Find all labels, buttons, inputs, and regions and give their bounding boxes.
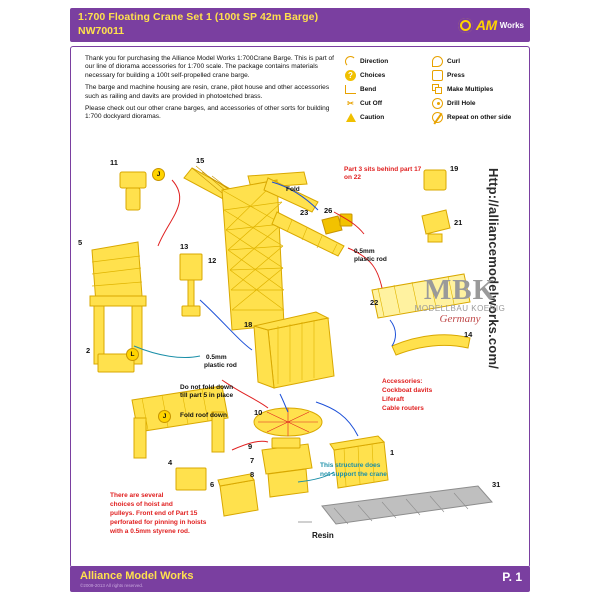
intro-paragraph-3: Please check out our other crane barges, and accessories of other sorts for building 1:700 dockyard dioramas.	[85, 105, 330, 121]
legend-item-bend	[345, 84, 432, 95]
part-number-26: 26	[324, 206, 333, 215]
curl-icon	[432, 56, 443, 67]
legend-label: Cut Off	[360, 99, 383, 107]
part-number-18: 18	[244, 320, 253, 329]
footer-company: Alliance Model Works	[80, 570, 194, 582]
arc-arrow-icon	[345, 56, 356, 67]
question-dot-icon: ?	[345, 70, 356, 81]
callout-part3: Part 3 sits behind part 17 on 22	[344, 166, 422, 181]
legend-item-direction	[345, 56, 432, 67]
part-number-7: 7	[250, 456, 255, 465]
part-number-22: 22	[370, 298, 379, 307]
callout-rod2-line2: plastic rod	[204, 362, 237, 369]
footer-copyright: ©2009-2013 All rights reserved.	[80, 583, 144, 588]
callout-hoist-4: perforated for pinning in hoists	[110, 519, 207, 526]
part-number-8: 8	[250, 470, 255, 479]
assembly-diagram	[72, 150, 526, 562]
legend-label: Curl	[447, 57, 460, 65]
legend-item-drill-hole	[432, 98, 519, 109]
legend-label: Press	[447, 71, 465, 79]
part-number-13: 13	[180, 242, 189, 251]
intro-paragraph-2: The barge and machine housing are resin, crane, pilot house and other accessories such as railing and davits are provided in photoetched brass.	[85, 84, 330, 100]
callout-hoist-3: pulleys. Front end of Part 15	[110, 510, 198, 517]
callout-accessories-2: Liferaft	[382, 396, 405, 403]
legend-item-repeat	[432, 112, 511, 123]
callout-hoist-2: choices of hoist and	[110, 501, 173, 508]
legend-item-make-multiples	[432, 84, 519, 95]
part-number-21: 21	[454, 218, 463, 227]
watermark-url: Http://alliancemodelworks.com/	[486, 168, 501, 370]
badge-l: L	[126, 348, 139, 361]
watermark-brand: MBK	[423, 274, 497, 306]
part-number-6: 6	[210, 480, 215, 489]
part-number-4: 4	[168, 458, 173, 467]
watermark-brand-sub: MODELLBAU KOENIG	[414, 304, 506, 313]
callout-accessories-1: Cockboat davits	[382, 387, 433, 394]
callout-hoist-5: with a 0.5mm styrene rod.	[110, 528, 190, 535]
part-number-31: 31	[492, 480, 501, 489]
callout-fold: Fold	[286, 186, 300, 193]
legend-item-curl	[432, 56, 519, 67]
callout-rod2-line1: 0.5mm	[206, 354, 227, 361]
part-number-9: 9	[248, 442, 253, 451]
watermark-brand-country: Germany	[439, 313, 481, 325]
logo-sub: Works	[499, 20, 524, 30]
make-multiples-icon	[432, 84, 443, 95]
legend-row	[345, 68, 520, 82]
brand-logo	[458, 14, 524, 36]
badge-j-bottom: J	[158, 410, 171, 423]
callout-rod1-line1: 0.5mm	[354, 248, 375, 255]
part-number-23: 23	[300, 208, 309, 217]
drill-hole-icon	[432, 98, 443, 109]
callout-no-fold-2: till part 5 in place	[180, 392, 234, 399]
legend-item-caution	[345, 112, 432, 123]
legend-label: Repeat on other side	[447, 113, 512, 121]
part-number-15: 15	[196, 156, 205, 165]
part-number-5: 5	[78, 238, 83, 247]
logo-mark: AM	[475, 17, 497, 33]
product-code: NW70011	[78, 25, 125, 37]
part-number-10: 10	[254, 408, 263, 417]
part-number-1: 1	[390, 448, 395, 457]
badge-j-top: J	[152, 168, 165, 181]
intro-text	[85, 55, 335, 126]
intro-paragraph-1: Thank you for purchasing the Alliance Model Works 1:700Crane Barge. This is part of our line of diorama accessories for 1:700 scale. The package contains materials necessary for building a 100t self-propelled crane barge.	[85, 55, 334, 79]
page-number: P. 1	[502, 570, 522, 584]
legend-label: Drill Hole	[447, 99, 476, 107]
legend-label: Bend	[360, 85, 377, 93]
part-number-2: 2	[86, 346, 91, 355]
page-title: 1:700 Floating Crane Set 1 (100t SP 42m Barge)	[78, 11, 319, 23]
scissors-icon: ✂	[347, 98, 354, 108]
warning-triangle-icon	[345, 112, 356, 123]
legend-label: Caution	[360, 113, 385, 121]
callout-no-fold-1: Do not fold down	[180, 384, 234, 391]
legend-label: Choices	[360, 71, 386, 79]
gear-icon	[458, 18, 473, 33]
legend-row	[345, 110, 520, 124]
callout-accessories-title: Accessories:	[382, 378, 423, 385]
part-number-19: 19	[450, 164, 459, 173]
bend-icon	[345, 84, 356, 95]
callout-accessories-3: Cable routers	[382, 405, 424, 412]
legend-label: Make Multiples	[447, 85, 494, 93]
part-number-11: 11	[110, 158, 118, 167]
symbol-legend	[345, 54, 520, 124]
legend-row	[345, 96, 520, 110]
legend-label: Direction	[360, 57, 389, 65]
part-number-12: 12	[208, 256, 217, 265]
callout-resin: Resin	[312, 531, 334, 540]
footer-bar	[70, 566, 530, 592]
legend-row	[345, 54, 520, 68]
press-icon	[432, 70, 443, 81]
callout-structure-2: not support the crane	[320, 471, 387, 478]
part-number-14: 14	[464, 330, 473, 339]
legend-item-cut-off	[345, 98, 432, 109]
repeat-icon	[432, 112, 443, 123]
callout-fold-roof: Fold roof down	[180, 412, 227, 419]
callout-hoist-1: There are several	[110, 492, 164, 499]
legend-item-choices	[345, 70, 432, 81]
callout-rod1-line2: plastic rod	[354, 256, 387, 263]
header-bar	[70, 8, 530, 42]
callout-structure-1: This structure does	[320, 462, 381, 469]
legend-row	[345, 82, 520, 96]
legend-item-press	[432, 70, 519, 81]
